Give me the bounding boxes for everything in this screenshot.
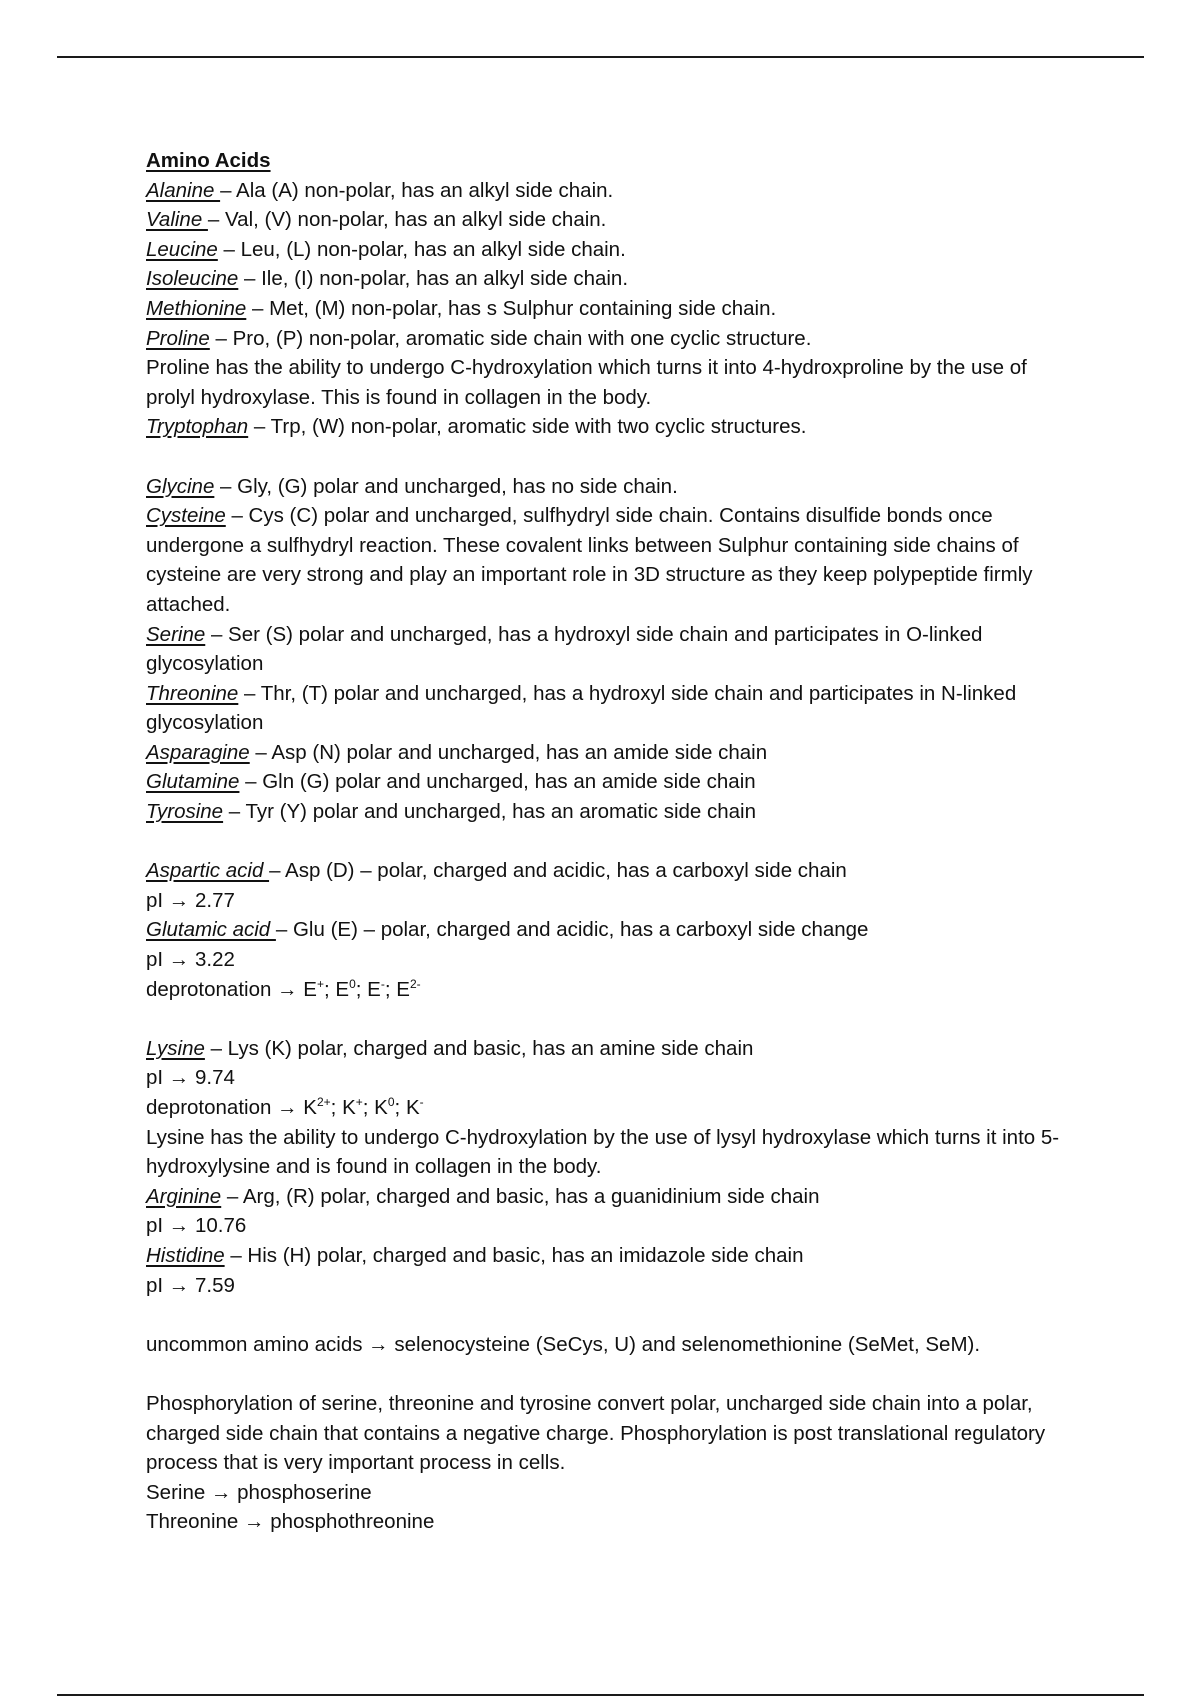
state-separator: ; xyxy=(355,977,368,1001)
entry-threonine xyxy=(146,679,1076,738)
term-leucine: Leucine xyxy=(146,237,218,261)
state-base: E xyxy=(367,977,381,1001)
pi-lysine: pI → 9.74 xyxy=(146,1066,235,1090)
spacer xyxy=(146,827,1076,857)
bottom-rule xyxy=(57,1694,1144,1696)
desc-alanine: – Ala (A) non-polar, has an alkyl side chain. xyxy=(220,178,614,202)
state-charge: 2+ xyxy=(316,1095,331,1110)
state-charge: 0 xyxy=(387,1095,395,1110)
entry-histidine xyxy=(146,1241,1076,1271)
deprotonation-glutamic xyxy=(146,975,1076,1005)
deprotonation-lysine xyxy=(146,1093,1076,1123)
term-proline: Proline xyxy=(146,326,210,350)
pi-aspartic-acid: pI → 2.77 xyxy=(146,888,235,912)
state-separator: ; xyxy=(362,1096,375,1119)
term-asparagine: Asparagine xyxy=(146,740,250,764)
deprotonation-label: deprotonation → xyxy=(146,1096,304,1119)
entry-asparagine xyxy=(146,738,1076,768)
entry-proline xyxy=(146,324,1076,354)
desc-histidine: – His (H) polar, charged and basic, has an imidazole side chain xyxy=(224,1243,804,1267)
entry-glutamine xyxy=(146,767,1076,797)
lysine-note: Lysine has the ability to undergo C-hydroxylation by the use of lysyl hydroxylase which turns it into 5-hydroxylysine and is found in collagen in the body. xyxy=(146,1125,1060,1179)
term-serine: Serine xyxy=(146,622,206,646)
entry-cysteine xyxy=(146,501,1076,619)
desc-isoleucine: – Ile, (I) non-polar, has an alkyl side chain. xyxy=(238,267,629,291)
state-separator: ; xyxy=(323,977,336,1001)
term-glutamic-acid: Glutamic acid xyxy=(146,918,276,942)
state-base: K xyxy=(405,1096,420,1119)
desc-proline: – Pro, (P) non-polar, aromatic side chain with one cyclic structure. xyxy=(209,326,812,350)
title-text: Amino Acids xyxy=(146,149,271,172)
deprotonation-label: deprotonation → xyxy=(146,977,304,1001)
spacer xyxy=(146,1004,1076,1034)
entry-leucine xyxy=(146,235,1076,265)
pi-glutamic-acid: pI → 3.22 xyxy=(146,948,235,972)
entry-tryptophan xyxy=(146,412,1076,442)
document-body xyxy=(146,146,1076,1537)
entry-isoleucine xyxy=(146,264,1076,294)
term-isoleucine: Isoleucine xyxy=(146,267,239,291)
state-base: E xyxy=(303,977,317,1001)
state-base: E xyxy=(335,977,350,1001)
term-tyrosine: Tyrosine xyxy=(146,800,224,824)
desc-lysine: – Lys (K) polar, charged and basic, has an amine side chain xyxy=(204,1036,754,1060)
term-valine: Valine xyxy=(146,208,208,232)
desc-leucine: – Leu, (L) non-polar, has an alkyl side chain. xyxy=(217,237,626,261)
top-rule xyxy=(57,56,1144,58)
entry-alanine xyxy=(146,176,1076,206)
state-separator: ; xyxy=(330,1096,343,1119)
term-tryptophan: Tryptophan xyxy=(146,415,249,439)
state-base: E xyxy=(396,977,410,1001)
entry-aspartic-acid xyxy=(146,856,1076,886)
desc-glycine: – Gly, (G) polar and uncharged, has no side chain. xyxy=(214,474,678,498)
entry-lysine xyxy=(146,1034,1076,1064)
entry-glutamic-acid xyxy=(146,915,1076,945)
spacer xyxy=(146,1359,1076,1389)
term-threonine: Threonine xyxy=(146,681,239,705)
state-charge: + xyxy=(316,976,324,991)
state-charge: 0 xyxy=(349,976,356,991)
entry-methionine xyxy=(146,294,1076,324)
desc-methionine: – Met, (M) non-polar, has s Sulphur containing side chain. xyxy=(246,296,777,320)
term-glycine: Glycine xyxy=(146,474,215,498)
entry-arginine xyxy=(146,1182,1076,1212)
page-title xyxy=(146,146,1076,176)
spacer xyxy=(146,1300,1076,1330)
state-separator: ; xyxy=(394,1096,406,1119)
state-base: K xyxy=(342,1096,356,1119)
desc-serine: – Ser (S) polar and uncharged, has a hydroxyl side chain and participates in O-linked glycosylation xyxy=(146,622,983,676)
desc-asparagine: – Asp (N) polar and uncharged, has an amide side chain xyxy=(249,740,768,764)
proline-note: Proline has the ability to undergo C-hydroxylation which turns it into 4-hydroxproline by the use of prolyl hydroxylase. This is found in collagen in the body. xyxy=(146,356,1027,409)
state-base: K xyxy=(374,1096,388,1119)
desc-glutamic-acid: – Glu (E) – polar, charged and acidic, has a carboxyl side change xyxy=(275,918,869,942)
state-charge: - xyxy=(419,1095,424,1110)
term-lysine: Lysine xyxy=(146,1036,205,1060)
entry-valine xyxy=(146,205,1076,235)
term-histidine: Histidine xyxy=(146,1243,225,1267)
term-arginine: Arginine xyxy=(146,1184,222,1208)
desc-tryptophan: – Trp, (W) non-polar, aromatic side with two cyclic structures. xyxy=(248,415,807,439)
state-base: K xyxy=(303,1096,317,1119)
term-methionine: Methionine xyxy=(146,296,247,320)
desc-cysteine: – Cys (C) polar and uncharged, sulfhydryl side chain. Contains disulfide bonds once undergone a sulfhydryl reaction. These covalent links between Sulphur containing side chains of cysteine are very strong and play an important role in 3D structure as they keep polypeptide firmly attached. xyxy=(146,504,1033,616)
term-alanine: Alanine xyxy=(146,178,221,202)
term-aspartic-acid: Aspartic acid xyxy=(146,859,270,883)
desc-aspartic-acid: – Asp (D) – polar, charged and acidic, has a carboxyl side chain xyxy=(269,859,847,883)
phospho-serine: Serine → phosphoserine xyxy=(146,1480,372,1504)
uncommon-amino-acids: uncommon amino acids → selenocysteine (SeCys, U) and selenomethionine (SeMet, SeM). xyxy=(146,1332,981,1356)
pi-histidine: pI → 7.59 xyxy=(146,1273,235,1297)
state-separator: ; xyxy=(384,977,397,1001)
desc-glutamine: – Gln (G) polar and uncharged, has an amide side chain xyxy=(239,770,756,794)
phosphorylation-paragraph: Phosphorylation of serine, threonine and tyrosine convert polar, uncharged side chain into a polar, charged side chain that contains a negative charge. Phosphorylation is post translational regulatory process that is very important process in cells. xyxy=(146,1391,1046,1475)
desc-valine: – Val, (V) non-polar, has an alkyl side chain. xyxy=(207,208,607,232)
entry-serine xyxy=(146,620,1076,679)
desc-tyrosine: – Tyr (Y) polar and uncharged, has an aromatic side chain xyxy=(223,800,757,824)
entry-glycine xyxy=(146,472,1076,502)
desc-threonine: – Thr, (T) polar and uncharged, has a hydroxyl side chain and participates in N-linked glycosylation xyxy=(146,681,1017,735)
state-charge: - xyxy=(380,976,385,991)
entry-tyrosine xyxy=(146,797,1076,827)
desc-arginine: – Arg, (R) polar, charged and basic, has a guanidinium side chain xyxy=(221,1184,820,1208)
phospho-threonine: Threonine → phosphothreonine xyxy=(146,1510,435,1534)
state-charge: + xyxy=(355,1095,363,1110)
term-cysteine: Cysteine xyxy=(146,504,226,528)
spacer xyxy=(146,442,1076,472)
term-glutamine: Glutamine xyxy=(146,770,240,794)
state-charge: 2- xyxy=(409,976,421,991)
pi-arginine: pI → 10.76 xyxy=(146,1214,247,1238)
